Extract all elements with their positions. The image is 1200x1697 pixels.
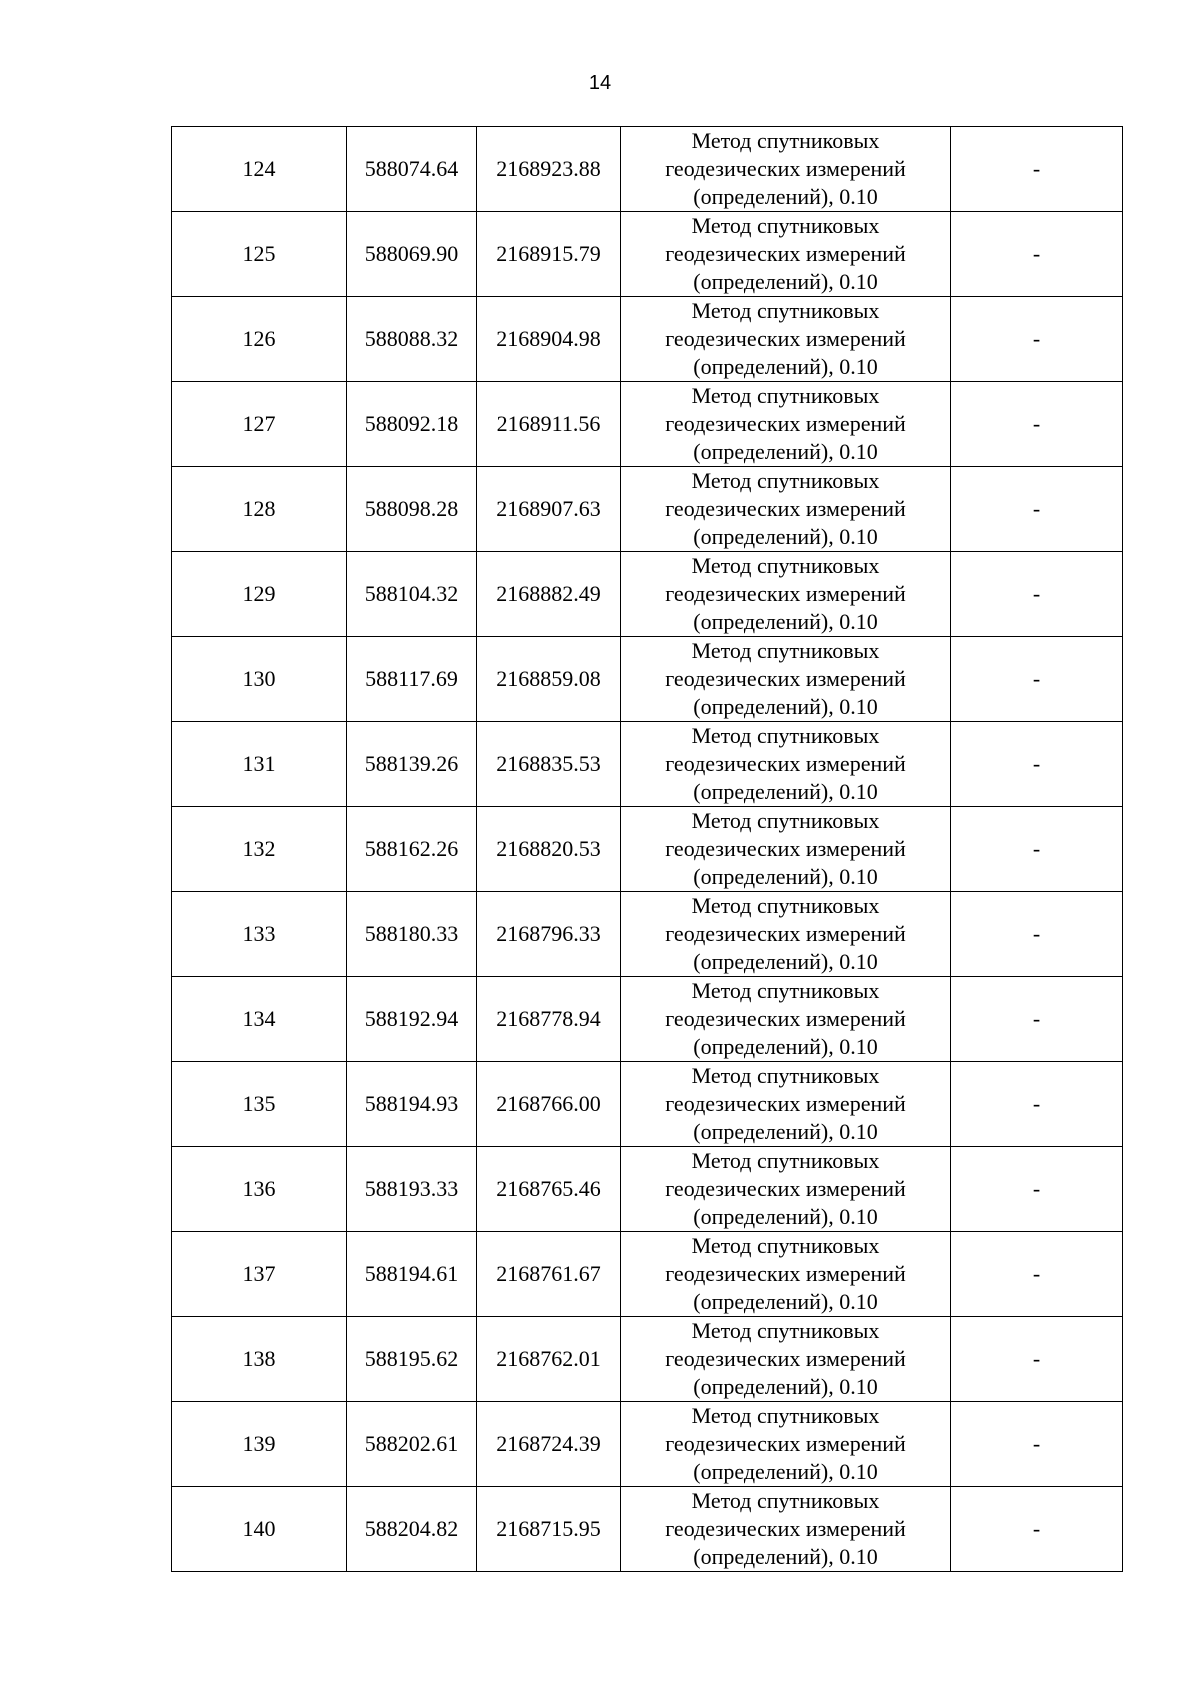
method-line: Метод спутниковых [691, 1403, 880, 1428]
method-line: Метод спутниковых [691, 1318, 880, 1343]
coordinates-table [171, 126, 1123, 1572]
x-coordinate-cell: 588139.26 [347, 722, 477, 807]
method-line: геодезических измерений [665, 921, 906, 946]
method-line: геодезических измерений [665, 1261, 906, 1286]
y-coordinate-cell: 2168765.46 [477, 1147, 621, 1232]
method-line: (определений), 0.10 [693, 609, 878, 634]
point-number-cell: 126 [172, 297, 347, 382]
y-coordinate-cell: 2168820.53 [477, 807, 621, 892]
note-cell: - [951, 722, 1123, 807]
note-cell: - [951, 212, 1123, 297]
point-number-cell: 124 [172, 127, 347, 212]
point-number-cell: 127 [172, 382, 347, 467]
method-line: Метод спутниковых [691, 1488, 880, 1513]
coordinates-table-body [172, 127, 1123, 1572]
x-coordinate-cell: 588204.82 [347, 1487, 477, 1572]
method-cell [621, 382, 951, 467]
note-cell: - [951, 1147, 1123, 1232]
method-line: Метод спутниковых [691, 213, 880, 238]
table-row [172, 722, 1123, 807]
x-coordinate-cell: 588104.32 [347, 552, 477, 637]
y-coordinate-cell: 2168761.67 [477, 1232, 621, 1317]
x-coordinate-cell: 588192.94 [347, 977, 477, 1062]
method-line: (определений), 0.10 [693, 524, 878, 549]
point-number-cell: 138 [172, 1317, 347, 1402]
method-line: геодезических измерений [665, 666, 906, 691]
table-row [172, 1062, 1123, 1147]
method-line: (определений), 0.10 [693, 1544, 878, 1569]
method-cell [621, 722, 951, 807]
table-row [172, 297, 1123, 382]
note-cell: - [951, 1232, 1123, 1317]
page-number: 14 [588, 72, 612, 94]
point-number-cell: 125 [172, 212, 347, 297]
method-cell [621, 552, 951, 637]
point-number-cell: 128 [172, 467, 347, 552]
method-line: Метод спутниковых [691, 638, 880, 663]
point-number-cell: 140 [172, 1487, 347, 1572]
point-number-cell: 133 [172, 892, 347, 977]
method-line: геодезических измерений [665, 581, 906, 606]
note-cell: - [951, 382, 1123, 467]
point-number-cell: 139 [172, 1402, 347, 1487]
note-cell: - [951, 1317, 1123, 1402]
method-line: геодезических измерений [665, 1431, 906, 1456]
y-coordinate-cell: 2168907.63 [477, 467, 621, 552]
x-coordinate-cell: 588088.32 [347, 297, 477, 382]
point-number-cell: 131 [172, 722, 347, 807]
method-line: Метод спутниковых [691, 1233, 880, 1258]
method-line: (определений), 0.10 [693, 184, 878, 209]
x-coordinate-cell: 588193.33 [347, 1147, 477, 1232]
y-coordinate-cell: 2168915.79 [477, 212, 621, 297]
note-cell: - [951, 552, 1123, 637]
method-line: (определений), 0.10 [693, 1119, 878, 1144]
method-line: геодезических измерений [665, 241, 906, 266]
method-cell [621, 1232, 951, 1317]
method-cell [621, 127, 951, 212]
table-row [172, 1487, 1123, 1572]
method-line: геодезических измерений [665, 1176, 906, 1201]
method-line: (определений), 0.10 [693, 269, 878, 294]
method-line: геодезических измерений [665, 1346, 906, 1371]
x-coordinate-cell: 588195.62 [347, 1317, 477, 1402]
method-cell [621, 637, 951, 722]
method-line: Метод спутниковых [691, 978, 880, 1003]
table-row [172, 127, 1123, 212]
y-coordinate-cell: 2168904.98 [477, 297, 621, 382]
method-line: (определений), 0.10 [693, 1459, 878, 1484]
x-coordinate-cell: 588117.69 [347, 637, 477, 722]
table-row [172, 807, 1123, 892]
method-line: Метод спутниковых [691, 723, 880, 748]
method-cell [621, 467, 951, 552]
y-coordinate-cell: 2168796.33 [477, 892, 621, 977]
x-coordinate-cell: 588194.61 [347, 1232, 477, 1317]
table-row [172, 892, 1123, 977]
method-line: геодезических измерений [665, 751, 906, 776]
method-line: геодезических измерений [665, 1006, 906, 1031]
y-coordinate-cell: 2168882.49 [477, 552, 621, 637]
method-line: геодезических измерений [665, 156, 906, 181]
method-line: Метод спутниковых [691, 893, 880, 918]
table-row [172, 1147, 1123, 1232]
y-coordinate-cell: 2168911.56 [477, 382, 621, 467]
method-cell [621, 892, 951, 977]
x-coordinate-cell: 588162.26 [347, 807, 477, 892]
method-cell [621, 807, 951, 892]
note-cell: - [951, 977, 1123, 1062]
y-coordinate-cell: 2168778.94 [477, 977, 621, 1062]
table-row [172, 1232, 1123, 1317]
x-coordinate-cell: 588202.61 [347, 1402, 477, 1487]
method-cell [621, 1487, 951, 1572]
method-cell [621, 297, 951, 382]
y-coordinate-cell: 2168715.95 [477, 1487, 621, 1572]
method-line: Метод спутниковых [691, 1063, 880, 1088]
method-line: геодезических измерений [665, 496, 906, 521]
method-cell [621, 1402, 951, 1487]
y-coordinate-cell: 2168762.01 [477, 1317, 621, 1402]
table-row [172, 1317, 1123, 1402]
method-line: (определений), 0.10 [693, 694, 878, 719]
note-cell: - [951, 1487, 1123, 1572]
method-cell [621, 1062, 951, 1147]
method-line: Метод спутниковых [691, 298, 880, 323]
method-line: Метод спутниковых [691, 553, 880, 578]
point-number-cell: 130 [172, 637, 347, 722]
method-line: геодезических измерений [665, 326, 906, 351]
method-line: Метод спутниковых [691, 128, 880, 153]
method-line: Метод спутниковых [691, 383, 880, 408]
method-cell [621, 1317, 951, 1402]
table-row [172, 552, 1123, 637]
note-cell: - [951, 1402, 1123, 1487]
method-line: геодезических измерений [665, 411, 906, 436]
note-cell: - [951, 297, 1123, 382]
y-coordinate-cell: 2168923.88 [477, 127, 621, 212]
method-line: (определений), 0.10 [693, 1374, 878, 1399]
table-row [172, 637, 1123, 722]
method-line: (определений), 0.10 [693, 1289, 878, 1314]
method-line: (определений), 0.10 [693, 1034, 878, 1059]
point-number-cell: 135 [172, 1062, 347, 1147]
point-number-cell: 129 [172, 552, 347, 637]
point-number-cell: 134 [172, 977, 347, 1062]
y-coordinate-cell: 2168859.08 [477, 637, 621, 722]
note-cell: - [951, 467, 1123, 552]
method-line: геодезических измерений [665, 836, 906, 861]
table-row [172, 212, 1123, 297]
point-number-cell: 132 [172, 807, 347, 892]
y-coordinate-cell: 2168835.53 [477, 722, 621, 807]
method-line: (определений), 0.10 [693, 949, 878, 974]
x-coordinate-cell: 588092.18 [347, 382, 477, 467]
method-line: геодезических измерений [665, 1516, 906, 1541]
method-line: Метод спутниковых [691, 468, 880, 493]
x-coordinate-cell: 588194.93 [347, 1062, 477, 1147]
table-row [172, 1402, 1123, 1487]
method-line: геодезических измерений [665, 1091, 906, 1116]
table-row [172, 977, 1123, 1062]
method-line: (определений), 0.10 [693, 354, 878, 379]
method-cell [621, 212, 951, 297]
y-coordinate-cell: 2168766.00 [477, 1062, 621, 1147]
method-cell [621, 977, 951, 1062]
note-cell: - [951, 637, 1123, 722]
point-number-cell: 136 [172, 1147, 347, 1232]
method-line: Метод спутниковых [691, 1148, 880, 1173]
y-coordinate-cell: 2168724.39 [477, 1402, 621, 1487]
x-coordinate-cell: 588098.28 [347, 467, 477, 552]
x-coordinate-cell: 588180.33 [347, 892, 477, 977]
method-line: (определений), 0.10 [693, 864, 878, 889]
note-cell: - [951, 127, 1123, 212]
method-line: Метод спутниковых [691, 808, 880, 833]
method-line: (определений), 0.10 [693, 1204, 878, 1229]
table-row [172, 382, 1123, 467]
method-line: (определений), 0.10 [693, 779, 878, 804]
note-cell: - [951, 892, 1123, 977]
method-cell [621, 1147, 951, 1232]
point-number-cell: 137 [172, 1232, 347, 1317]
x-coordinate-cell: 588069.90 [347, 212, 477, 297]
note-cell: - [951, 1062, 1123, 1147]
note-cell: - [951, 807, 1123, 892]
table-row [172, 467, 1123, 552]
method-line: (определений), 0.10 [693, 439, 878, 464]
x-coordinate-cell: 588074.64 [347, 127, 477, 212]
